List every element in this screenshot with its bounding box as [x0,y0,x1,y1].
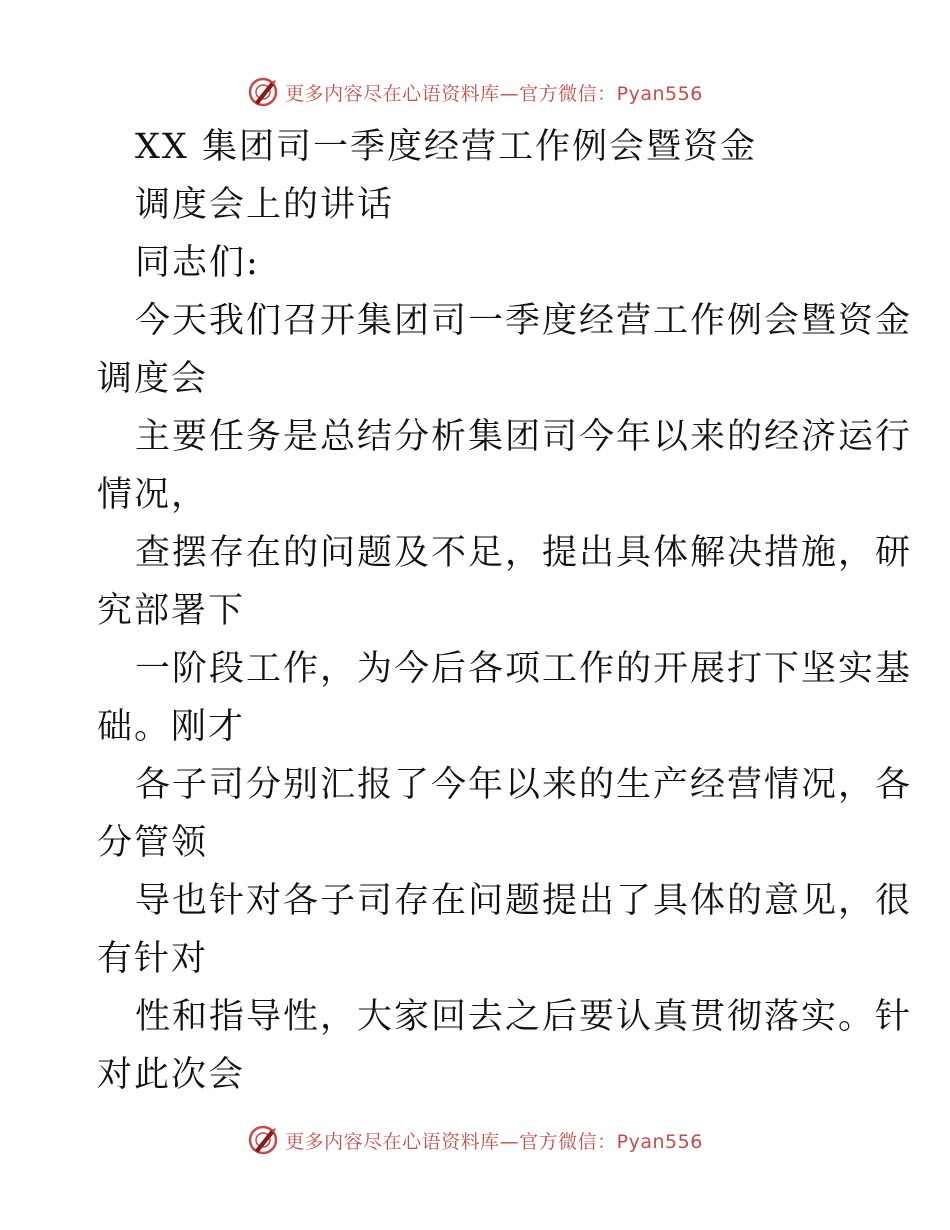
paragraph-line: 今天我们召开集团司一季度经营工作例会暨资金 [135,301,913,341]
salutation: 同志们: [135,243,260,283]
paragraph-line: 础。刚才 [97,707,246,747]
paragraph-line: 分管领 [97,823,209,863]
watermark-footer [0,1120,950,1160]
watermark-text: 更多内容尽在心语资料库—官方微信：Pyan556 [285,82,703,105]
title-line-1: XX 集团司一季度经营工作例会暨资金 [135,127,757,167]
paragraph-line: 性和指导性，大家回去之后要认真贯彻落实。针 [135,997,913,1037]
paragraph-line: 有针对 [97,939,209,979]
paragraph-line: 调度会 [97,359,209,399]
paragraph-line: 一阶段工作，为今后各项工作的开展打下坚实基 [135,649,913,689]
paragraph-line: 导也针对各子司存在问题提出了具体的意见，很 [135,881,913,921]
pen-logo-icon [247,76,279,108]
pen-logo-icon [247,1124,279,1156]
paragraph-line: 情况， [97,475,209,515]
title-line-2: 调度会上的讲话 [135,185,395,225]
paragraph-line: 主要任务是总结分析集团司今年以来的经济运行 [135,417,913,457]
watermark-text: 更多内容尽在心语资料库—官方微信：Pyan556 [285,1130,703,1153]
paragraph-line: 究部署下 [97,591,246,631]
paragraph-line: 对此次会 [97,1055,246,1095]
paragraph-line: 查摆存在的问题及不足，提出具体解决措施，研 [135,533,913,573]
watermark-header [0,72,950,112]
paragraph-line: 各子司分别汇报了今年以来的生产经营情况，各 [135,765,913,805]
